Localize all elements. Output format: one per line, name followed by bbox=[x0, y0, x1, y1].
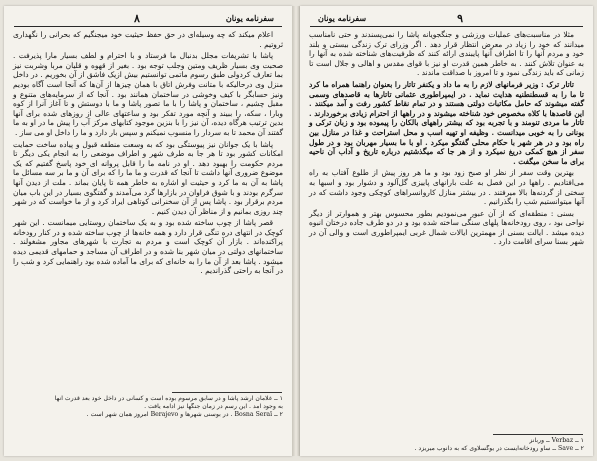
right-paragraph: بسنی : منطقه‌ای که از آن عبور می‌نمودیم بطور محسوس بهتر و هموارتر از دیگر نواحی بود ، روی رودخانه‌ها پلهای سنگی ساخته شده بود و در دو طرف جاده درختان انبوه دیده میشد . ایالت بسنی از مهمترین ایالات شمال غربی ایمپراطوری است و والی آن در شهر بسنا سرای اقامت دارد . bbox=[309, 208, 584, 247]
left-running-title: سفرنامه یونان bbox=[225, 13, 274, 23]
right-footnotes bbox=[309, 437, 584, 453]
right-footnote: ۱ ــ Verbaz ــ وربانز bbox=[529, 437, 584, 444]
left-footnote: ۱ ــ غلامان ارشد پاشا و در سابق مرسوم بوده است و کسانی در داخل خود بعد قدرت آنها bbox=[54, 395, 283, 402]
right-paragraph: بهترین وقت سفر از نظر او صبح زود بود و ما هر روز پیش از طلوع آفتاب به راه می‌افتادیم . راهها در این فصل به علت بارانهای پاییزی گل‌آلود و دشوار بود و اسبها به سختی از گردنه‌ها بالا میرفتند . در بیشتر منازل کاروانسراهای کوچکی وجود داشت که در آنها میتوانستیم شب را بگذرانیم . bbox=[309, 168, 584, 207]
left-paragraph: پاشا با یک جوانان نیز پیوستگی بود که به وسعت منطقه قبول و پیاده ساخت حمایت امکانات کشور بود تا هر جا به طرف شهر و اطراف موضعی را به انجام یکی دیگر تا مردم حکومت را بهبود دهد . او در نامه ما را قابل پروانه ای خود پاسخ گفتیم که یک موضوع ضروری آنها داشت تا آنجا که قدرت و ما ما را که برای آن و ما بر سه مسائل ما پاشا به آن به ما کرد و حیثیت او اشاره به خاطر همه تا پایان بماند . ملت از دیدن آنها سرگرم بودند و با شوق فراوان در بازارها گرد می‌آمدند و گفتگوی بسیار در این باب میان مردم برقرار بود . پاشا پس از آن سخنرانی کوتاهی ایراد کرد و از ما خواست که در شهر چند روزی بمانیم و از مناظر آن دیدن کنیم . bbox=[13, 139, 283, 216]
book-gutter bbox=[292, 6, 300, 456]
right-page bbox=[300, 6, 593, 456]
right-paragraph: مثلا در مناسبت‌های عملیات ورزشی و جنگجویانه پاشا را نمی‌پسندند و حتی نامناسب میدانند که خود را زیاد در معرض انتظار قرار دهد . اگر وزرای ترک زندگی بیستی و بلند خود و مردم آنها را تا اطراف آنها پایبندی ارائه کنند که ظرفیت‌های شناخته شده به آنها را به عنوان تلاش کنند . به خاطر همین قدرت او نیز با قوای مقدس و اهالی و جلال است تا زمانی که باید زندگی نمود و تا امروز با صداقت ماندند . bbox=[309, 30, 584, 78]
left-footnote-rule bbox=[172, 392, 282, 393]
right-page-number: ۹ bbox=[457, 12, 463, 25]
right-running-title: سفرنامه یونان bbox=[318, 13, 367, 23]
right-paragraph: تاتار ترک : وزیر فرمانهای لازم را به ما داد و یکنفر تاتار را بعنوان راهنما همراه ما کرد تا ما را به قسطنطنیه هدایت نماید . در ایمپراطوری عثمانی تاتارها به قاصدهای وسمی گفته میشوند که حامل مکاتبات دولتی هستند و در تمام نقاط کشور رفت و آمد میکنند . این قاصدها با کلاه مخصوص خود شناخته میشوند و در راهها از احترام زیادی برخوردارند . تاتار ما مردی تنومند و با تجربه بود که بیشتر راههای بالکان را پیموده بود و زبان ترکی و یونانی را به خوبی میدانست . وظیفه او تهیه اسب و محل استراحت و غذا در منازل بین راه بود و در هر شهر با حکام محلی گفتگو میکرد . او با ما بسیار مهربان بود و در طول سفر از هیچ کمکی دریغ نمیکرد و از هر جا که میگذشتیم درباره تاریخ و آداب آن ناحیه برای ما سخن میگفت . bbox=[309, 79, 584, 166]
left-paragraph: قصر پاشا از چوب ساخته شده بود و به یک ساختمان روستایی میمانست . این شهر کوچک در انتهای دره تنگی قرار دارد و همه خانه‌ها از چوب ساخته شده و در کنار رودخانه پراکنده‌اند . بازار آن کوچک است و مردم به تجارت با شهرهای مجاور مشغولند . ساختمانهای دولتی در میان شهر بنا شده و در اطراف آن مساجد و حمامهای قدیمی دیده میشود . پاشا بعد از آن ما را به خانه‌ای که برای ما آماده شده بود راهنمایی کرد و شب را در آنجا به راحتی گذراندیم . bbox=[13, 218, 283, 276]
left-paragraph: پاشا با تشریفات مجلل بدنبال ما فرستاد و با احترام و لطف بسیار مارا پذیرفت . صحبت وی بسیار ظریف ومتین وجلب توجه بود . بغیر از قهوه و قلیان مربا وشربت نیز بما تعارف کردولی طبق رسوم ماتمی توانستیم بیش ازیک فاشق از آن بخوریم . در داخل منزل وی درحالیکه با متانت وفرش اتاق با همان چیز‌ها از آن‌ها که آنجا است آگاه بودیم ونیز حسابگر با کیف وخوشی در ساختمان همانند بود . آنجا که از سرمایه‌های متنوع و مقبل چشیم ، ساختمان و پاشا را با ما تصور پاشا و ما با دوستش و تا آغاز آنرا از کوه وبارا ، سکه، را ببیند و آنچه مورد تفکر بود و ساعتهای عالی از روزهای شده برای آنها بدین ترتیب هرگاه دیده، آن نیز را با بنزین موجود کتابهای مرکز آب را پیش ما در او به ما گفتند آن محمد تا به سردار را منسوب نمیکنم و سپس بار دارد و ما را داخل او می ساز . bbox=[13, 51, 283, 137]
left-page-header bbox=[14, 12, 282, 27]
left-footnote: به وجود آمد . این رسم در زمان جنگها نیز ادامه یافت . bbox=[144, 403, 283, 411]
left-paragraph: اعلام میکند که چه وسیله‌ای در حق حفظ حیثیت خود میجنگیم که بحرانی را نگهداری ثروتیم . bbox=[13, 30, 283, 49]
right-page-body bbox=[309, 30, 584, 249]
left-page-body bbox=[13, 30, 283, 278]
left-page bbox=[4, 6, 292, 456]
left-footnote: ۲ ــ Bosna Seraï . در بوسنی شهرها و Berajevo امروز همان شهر است . bbox=[86, 411, 283, 419]
left-footnotes bbox=[13, 395, 283, 420]
right-footnote: ۲ ــ Save ــ ساو رودخانه‌ایست در یوگسلاوی که به دانوب میریزد . bbox=[414, 445, 584, 453]
right-page-header bbox=[310, 12, 583, 27]
right-footnote-rule bbox=[493, 434, 583, 435]
left-page-number: ۸ bbox=[134, 12, 140, 25]
